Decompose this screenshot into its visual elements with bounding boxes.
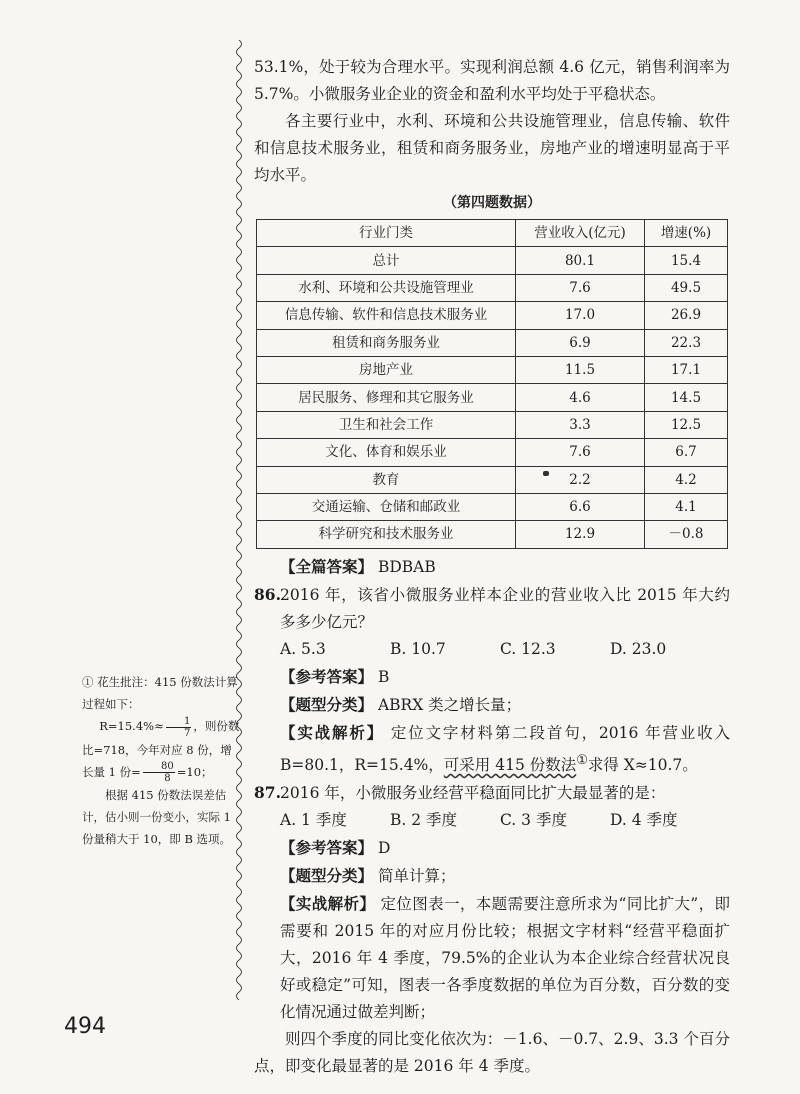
growth-cell: －0.8 [645,521,728,548]
q87-option-a: A. 1 季度 [280,810,347,829]
table-caption: （第四题数据） [443,195,541,211]
revenue-cell: 7.6 [516,439,645,466]
q87-type-value: 简单计算； [377,866,456,885]
ink-speck [543,471,549,476]
growth-cell: 14.5 [645,384,728,411]
industry-cell: 总计 [257,247,516,274]
revenue-cell: 7.6 [516,274,645,301]
growth-cell: 26.9 [645,302,728,329]
revenue-cell: 11.5 [516,356,645,383]
q86-answer-label: 【参考答案】 [280,666,374,686]
q86-type-label: 【题型分类】 [280,694,374,714]
q87-conclusion: 则四个季度的同比变化依次为：－1.6、－0.7、2.9、3.3 个百分点，即变化最显著的是 2016 年 4 季度。 [254,1029,730,1075]
full-answer-value: BDBAB [377,557,436,576]
header-industry: 行业门类 [257,220,516,247]
table-row [257,439,728,466]
q86-type-value: ABRX 类之增长量； [377,695,522,714]
industry-cell: 信息传输、软件和信息技术服务业 [257,302,516,329]
table-row [257,493,728,520]
revenue-cell: 2.2 [516,466,645,493]
table-header-row [257,220,728,247]
industry-cell: 水利、环境和公共设施管理业 [257,274,516,301]
revenue-cell: 4.6 [516,384,645,411]
side-r-suffix: ，则份数比=718，今年对应 8 份，增长量 1 份= [82,719,240,779]
q87-option-b: B. 2 季度 [390,810,458,829]
industry-cell: 租赁和商务服务业 [257,329,516,356]
industry-table [256,219,728,549]
industry-cell: 文化、体育和娱乐业 [257,439,516,466]
revenue-cell: 12.9 [516,521,645,548]
growth-cell: 4.2 [645,466,728,493]
side-note-line1: ① 花生批注：415 份数法计算过程如下： [82,675,238,711]
q86-analysis-label: 【实战解析】 [280,722,385,742]
table-row [257,411,728,438]
frac1-num: 1 [166,716,192,728]
q87-answer-label: 【参考答案】 [280,837,374,857]
revenue-cell: 6.9 [516,329,645,356]
q86-analysis-pre: 定位文字材料第二段首句，2016 年营业收入 B=80.1，R=15.4%， [280,723,730,774]
industry-cell: 房地产业 [257,356,516,383]
table-row [257,466,728,493]
q87-analysis-label: 【实战解析】 [280,893,376,913]
q86-analysis-wavy: 可采用 415 份数法 [443,755,577,774]
q87-option-d: D. 4 季度 [610,810,678,829]
table-row [257,329,728,356]
growth-cell: 49.5 [645,274,728,301]
q86-number: 86. [254,584,281,604]
revenue-cell: 6.6 [516,493,645,520]
q87-stem [254,779,730,807]
q86-analysis [254,719,730,779]
q86-analysis-post: 求得 X≈10.7。 [587,755,698,774]
main-column [254,54,730,1080]
intro-paragraph-2: 各主要行业中，水利、环境和公共设施管理业，信息传输、软件和信息技术服务业，租赁和商务服务业，房地产业的增速明显高于平均水平。 [254,112,730,184]
q86-answer [254,663,730,691]
revenue-cell: 17.0 [516,302,645,329]
table-row [257,521,728,548]
fraction-one-seventh [166,716,192,739]
intro-paragraph-1: 53.1%，处于较为合理水平。实现利润总额 4.6 亿元，销售利润率为 5.7%。小微服务业企业的资金和盈利水平均处于平稳状态。 [254,58,730,103]
industry-cell: 交通运输、仓储和邮政业 [257,493,516,520]
table-row [257,274,728,301]
side-note-calc [82,715,240,784]
side-r-prefix: R=15.4%≈ [99,719,164,733]
side-calc-suffix: =10； [176,764,213,779]
table-row [257,356,728,383]
fraction-eighty-eighths [143,761,175,784]
industry-cell: 居民服务、修理和其它服务业 [257,384,516,411]
q86-option-b: B. 10.7 [390,639,446,658]
page-number: 494 [64,1014,106,1039]
header-revenue: 营业收入(亿元) [516,220,645,247]
table-row [257,247,728,274]
q86-option-a: A. 5.3 [280,639,326,658]
growth-cell: 22.3 [645,329,728,356]
frac2-num: 80 [143,761,175,773]
growth-cell: 17.1 [645,356,728,383]
q86-type [254,691,730,719]
frac2-den: 8 [164,773,171,784]
footnote-mark: ① [576,752,588,768]
industry-cell: 教育 [257,466,516,493]
header-growth: 增速(%) [645,220,728,247]
growth-cell: 4.1 [645,493,728,520]
q86-stem [254,581,730,636]
revenue-cell: 80.1 [516,247,645,274]
side-note [82,671,240,850]
growth-cell: 6.7 [645,439,728,466]
q87-options [254,807,730,834]
q86-options [254,636,730,663]
side-note-para2: 根据 415 份数法误差估计，估小则一份变小，实际 1 份量稍大于 10，即 B 选项。 [82,788,232,846]
q87-type-label: 【题型分类】 [280,865,374,885]
q87-analysis-text: 定位图表一，本题需要注意所求为“同比扩大”，即需要和 2015 年的对应月份比较；根据文字材料“经营平稳面扩大，2016 年 4 季度，79.5%的企业认为本企业综合经营状况良好或稳定”可知，图表一各季度数据的单位为百分数，百分数的变化情况通过做差判断； [280,894,730,1021]
q87-number: 87. [254,782,281,802]
table-row [257,384,728,411]
q86-option-c: C. 12.3 [500,639,556,658]
q86-option-d: D. 23.0 [610,639,667,658]
q87-stem-text: 2016 年，小微服务业经营平稳面同比扩大最显著的是： [280,783,666,802]
full-answer-line [254,553,730,581]
frac1-den: 7 [183,727,191,739]
q87-answer [254,834,730,862]
industry-cell: 卫生和社会工作 [257,411,516,438]
q86-stem-text: 2016 年，该省小微服务业样本企业的营业收入比 2015 年大约多多少亿元？ [280,585,730,631]
table-row [257,302,728,329]
growth-cell: 15.4 [645,247,728,274]
full-answer-label: 【全篇答案】 [280,556,374,576]
growth-cell: 12.5 [645,411,728,438]
q87-type [254,862,730,890]
revenue-cell: 3.3 [516,411,645,438]
q86-answer-value: B [377,667,390,686]
q87-answer-value: D [377,838,391,857]
q87-option-c: C. 3 季度 [500,810,567,829]
industry-cell: 科学研究和技术服务业 [257,521,516,548]
q87-analysis [254,890,730,1026]
margin-wavy-rule [232,40,246,1000]
